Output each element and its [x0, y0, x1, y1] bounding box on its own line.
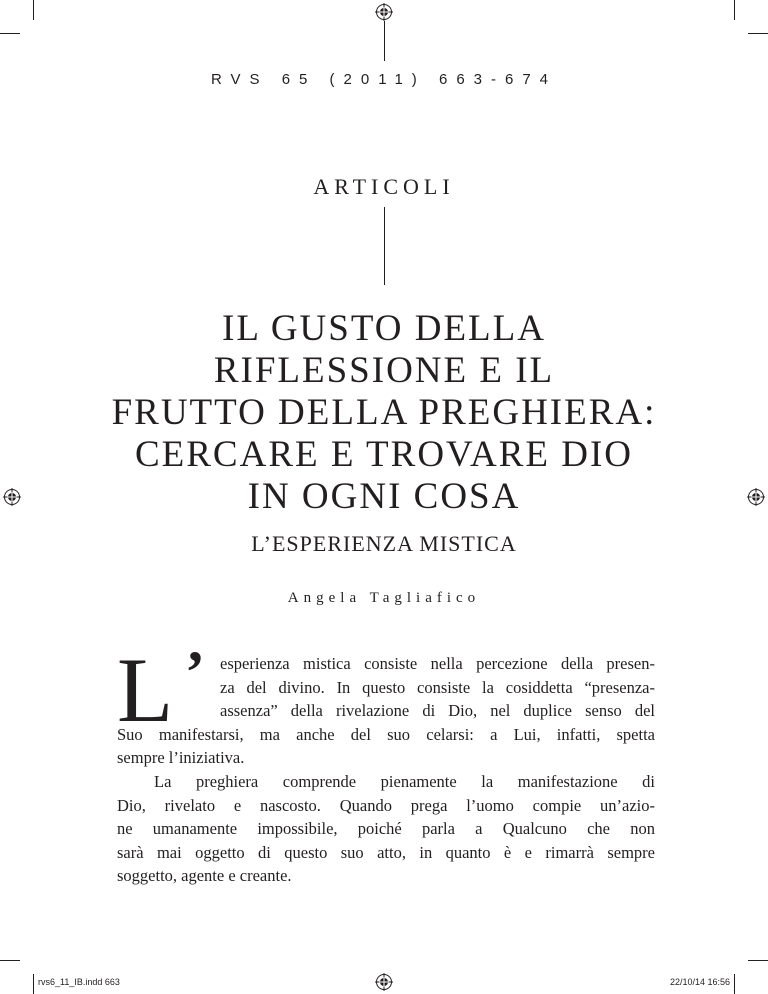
text-line: sempre l’iniziativa.	[117, 748, 245, 768]
footer-date-time: 22/10/14 16:56	[669, 977, 730, 987]
article-title	[100, 308, 668, 518]
author-name: Angela Tagliafico	[287, 590, 481, 606]
text-line: za del divino. In questo consiste la cosiddetta “presenza-	[220, 677, 655, 697]
text-line: sarà mai oggetto di questo suo atto, in quanto è e rimarrà sempre	[117, 842, 655, 862]
drop-cap-apostrophe: ’	[185, 639, 205, 705]
crop-mark-bottom-right-vertical	[734, 974, 735, 994]
registration-mark-right-icon	[747, 488, 765, 506]
title-line: RIFLESSIONE E IL	[213, 350, 555, 391]
paragraph-2	[117, 770, 655, 888]
registration-mark-top-icon	[375, 3, 393, 21]
crop-mark-top-right-horizontal	[748, 33, 768, 34]
crop-mark-top-right-vertical	[734, 0, 735, 20]
top-vertical-rule	[384, 21, 385, 61]
text-line: soggetto, agente e creante.	[117, 866, 292, 886]
section-vertical-rule	[384, 207, 385, 285]
text-line: La preghiera comprende pienamente la manifestazione di	[154, 771, 655, 791]
crop-mark-top-left-vertical	[33, 0, 34, 20]
crop-mark-bottom-left-horizontal	[0, 960, 20, 961]
drop-cap: L	[117, 639, 174, 741]
text-line: Dio, rivelato e nascosto. Quando prega l’uomo compie un’azio-	[117, 795, 655, 815]
registration-mark-left-icon	[3, 488, 21, 506]
journal-header: RVS 65 (2011) 663-674	[210, 71, 558, 88]
section-label: ARTICOLI	[313, 174, 455, 199]
title-line: CERCARE E TROVARE DIO	[134, 434, 634, 475]
crop-mark-bottom-right-horizontal	[748, 960, 768, 961]
title-line: FRUTTO DELLA PREGHIERA:	[111, 392, 657, 433]
paragraph-1	[117, 639, 655, 770]
crop-mark-top-left-horizontal	[0, 33, 20, 34]
article-subtitle: L’ESPERIENZA MISTICA	[251, 531, 517, 556]
body-text	[117, 639, 655, 888]
text-line: Suo manifestarsi, ma anche del suo celarsi: a Lui, infatti, spetta	[117, 724, 655, 744]
text-line: esperienza mistica consiste nella percezione della presen-	[220, 654, 655, 673]
text-line: assenza” della rivelazione di Dio, nel duplice senso del	[220, 701, 655, 721]
title-line: IL GUSTO DELLA	[222, 308, 546, 349]
crop-mark-bottom-left-vertical	[33, 974, 34, 994]
title-line: IN OGNI COSA	[247, 476, 521, 517]
footer-file-name: rvs6_11_IB.indd 663	[38, 977, 120, 987]
text-line: ne umanamente impossibile, poiché parla a Qualcuno che non	[117, 819, 655, 839]
registration-mark-bottom-icon	[375, 973, 393, 991]
